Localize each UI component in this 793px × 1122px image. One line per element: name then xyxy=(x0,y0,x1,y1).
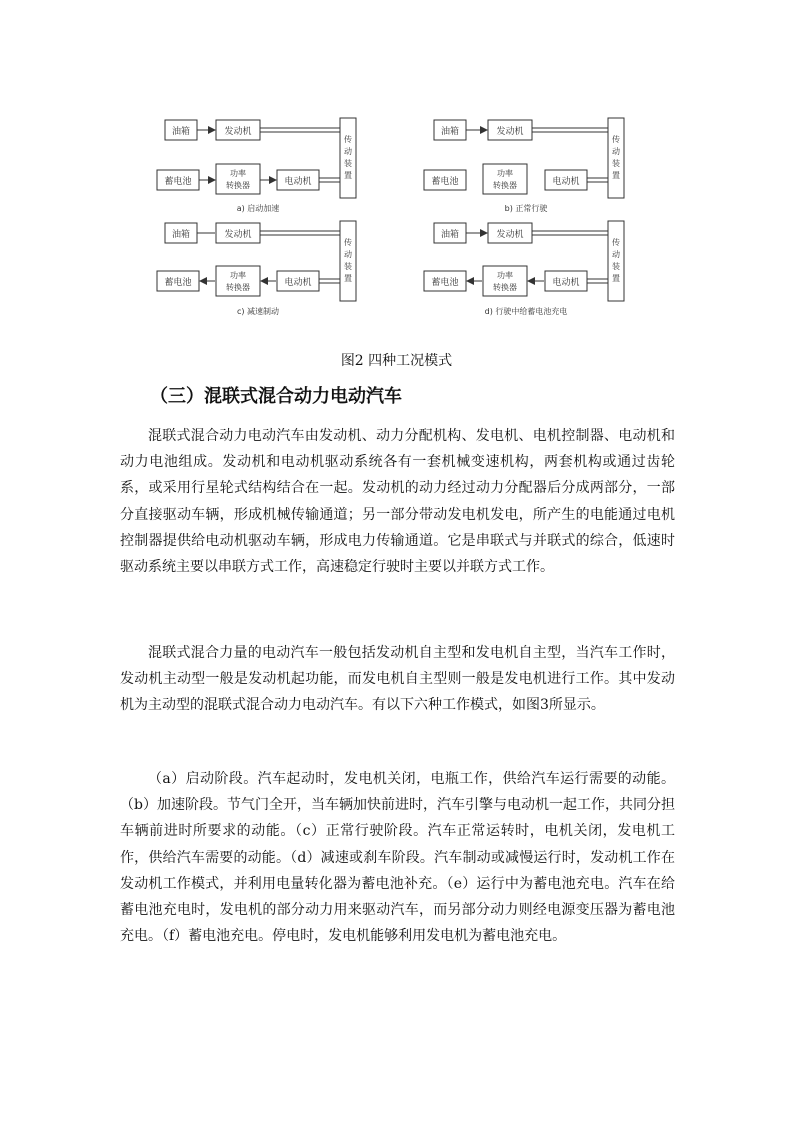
svg-text:功率: 功率 xyxy=(230,169,246,178)
svg-text:置: 置 xyxy=(612,171,620,180)
svg-text:传: 传 xyxy=(344,238,352,247)
svg-text:转换器: 转换器 xyxy=(493,181,517,190)
subcaption-a: a) 启动加速 xyxy=(236,204,280,213)
svg-text:发动机: 发动机 xyxy=(224,230,252,240)
svg-text:功率: 功率 xyxy=(497,271,513,280)
panel-d xyxy=(424,221,624,316)
svg-text:功率: 功率 xyxy=(230,271,246,280)
svg-text:装: 装 xyxy=(612,159,620,168)
paragraph-1: 混联式混合动力电动汽车由发动机、动力分配机构、发电机、电机控制器、电动机和动力电池组成。发动机和电动机驱动系统各有一套机械变速机构，两套机构或通过齿轮系，或采用行星轮式结构结合在一起。发动机的动力经过动力分配器后分成两部分，一部分直接驱动车辆，形成机械传输通道；另一部分带动发电机发电，所产生的电能通过电机控制器提供给电动机驱动车辆，形成电力传输通道。它是串联式与并联式的综合，低速时驱动系统主要以串联方式工作，高速稳定行驶时主要以并联方式工作。 xyxy=(120,428,675,576)
section-heading: （三）混联式混合动力电动汽车 xyxy=(150,386,402,407)
subcaption-d: d) 行驶中给蓄电池充电 xyxy=(484,307,568,316)
svg-text:装: 装 xyxy=(344,262,352,271)
svg-text:发动机: 发动机 xyxy=(496,230,524,240)
subcaption-c: c) 减速制动 xyxy=(236,307,280,316)
figure-caption: 图2 四种工况模式 xyxy=(340,353,453,369)
engine-label: 发动机 xyxy=(224,127,252,137)
subcaption-b: b) 正常行驶 xyxy=(504,204,548,213)
svg-text:油箱: 油箱 xyxy=(440,230,460,240)
svg-text:传: 传 xyxy=(612,238,620,247)
svg-text:动: 动 xyxy=(344,250,352,259)
battery-label: 蓄电池 xyxy=(164,177,192,187)
motor-label: 电动机 xyxy=(284,177,312,187)
block-diagram xyxy=(150,108,650,330)
svg-text:装: 装 xyxy=(612,262,620,271)
svg-text:置: 置 xyxy=(344,274,352,283)
svg-text:功率: 功率 xyxy=(497,169,513,178)
svg-text:电动机: 电动机 xyxy=(552,278,580,288)
svg-text:置: 置 xyxy=(344,171,352,180)
svg-text:电动机: 电动机 xyxy=(284,278,312,288)
svg-text:转换器: 转换器 xyxy=(226,181,250,190)
paragraph-2: 混联式混合力量的电动汽车一般包括发动机自主型和发电机自主型，当汽车工作时，发动机主动型一般是发动机起功能，而发电机自主型则一般是发电机进行工作。其中发动机为主动型的混联式混合动力电动汽车。有以下六种工作模式，如图3所显示。 xyxy=(120,645,675,714)
svg-text:转换器: 转换器 xyxy=(226,283,250,292)
panel-c xyxy=(157,221,356,316)
svg-text:动: 动 xyxy=(612,250,620,259)
panel-b xyxy=(424,118,624,213)
svg-text:蓄电池: 蓄电池 xyxy=(164,278,192,288)
paragraph-3: （a）启动阶段。汽车起动时，发电机关闭，电瓶工作，供给汽车运行需要的动能。（b）加速阶段。节气门全开，当车辆加快前进时，汽车引擎与电动机一起工作，共同分担车辆前进时所要求的动能。（c）正常行驶阶段。汽车正常运转时，电机关闭，发电机工作，供给汽车需要的动能。（d）减速或刹车阶段。汽车制动或减慢运行时，发动机工作在发动机工作模式，并利用电量转化器为蓄电池补充。（e）运行中为蓄电池充电。汽车在给蓄电池充电时，发电机的部分动力用来驱动汽车，而另部分动力则经电源变压器为蓄电池充电。（f）蓄电池充电。停电时，发电机能够利用发电机为蓄电池充电。 xyxy=(120,771,675,945)
svg-text:电动机: 电动机 xyxy=(552,177,580,187)
svg-text:油箱: 油箱 xyxy=(440,127,460,137)
svg-text:蓄电池: 蓄电池 xyxy=(431,177,459,187)
svg-text:油箱: 油箱 xyxy=(171,230,191,240)
svg-text:蓄电池: 蓄电池 xyxy=(431,278,459,288)
svg-text:传: 传 xyxy=(612,135,620,144)
svg-text:动: 动 xyxy=(344,147,352,156)
fuel-tank-label: 油箱 xyxy=(171,127,191,137)
panel-a xyxy=(157,118,356,213)
svg-text:传: 传 xyxy=(344,135,352,144)
svg-text:发动机: 发动机 xyxy=(496,127,524,137)
svg-text:转换器: 转换器 xyxy=(493,283,517,292)
svg-text:装: 装 xyxy=(344,159,352,168)
svg-text:动: 动 xyxy=(612,147,620,156)
figure-four-modes xyxy=(150,108,650,330)
svg-text:置: 置 xyxy=(612,274,620,283)
